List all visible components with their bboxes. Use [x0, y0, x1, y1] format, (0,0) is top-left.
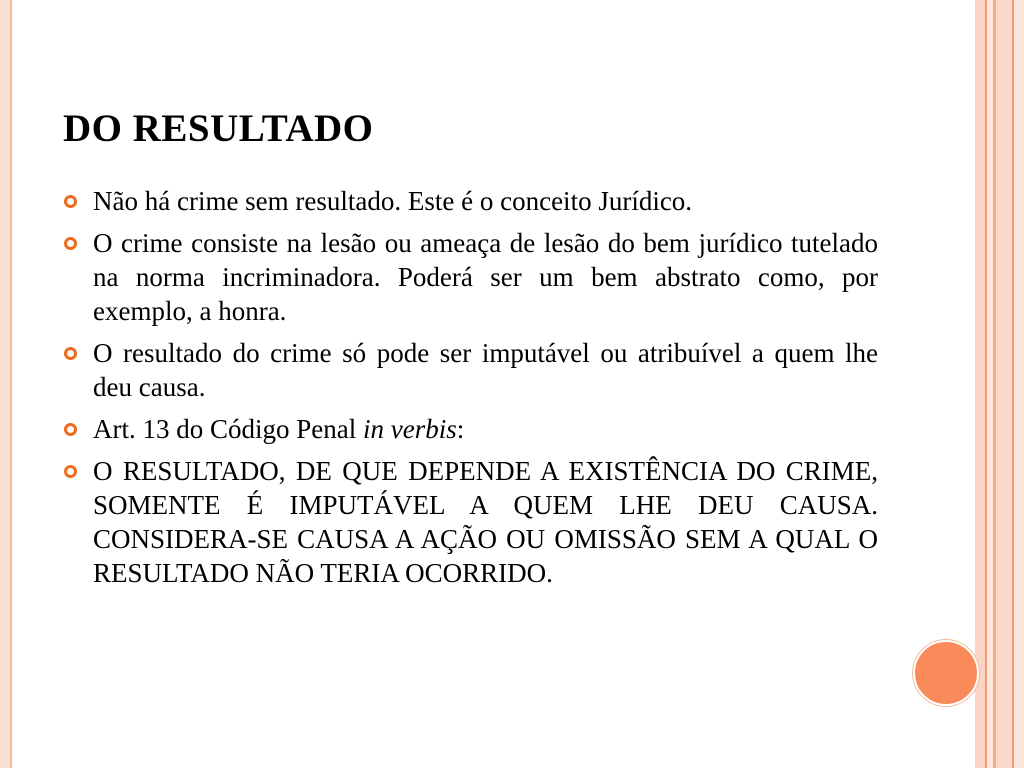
- list-item: [60, 336, 878, 404]
- bullet-text-suffix: :: [456, 414, 465, 444]
- list-item: [60, 454, 878, 590]
- list-item: [60, 412, 878, 446]
- ring-bullet-icon: [64, 347, 77, 360]
- right-stripe: [975, 0, 985, 768]
- bullet-text: O crime consiste na lesão ou ameaça de lesão do bem jurídico tutelado na norma incriminadora. Poderá ser um bem abstrato como, por exemplo, a honra.: [93, 228, 878, 326]
- bullet-text: O resultado do crime só pode ser imputável ou atribuível a quem lhe deu causa.: [93, 338, 878, 402]
- slide-title: DO RESULTADO: [63, 107, 374, 150]
- bullet-text-italic: in verbis: [363, 414, 457, 444]
- list-item: [60, 226, 878, 328]
- ring-bullet-icon: [64, 423, 77, 436]
- bullet-text-prefix: Art. 13 do Código Penal: [93, 414, 363, 444]
- list-item: [60, 184, 878, 218]
- ring-bullet-icon: [64, 195, 77, 208]
- circle-decoration: [913, 640, 979, 706]
- right-stripe: [1014, 0, 1024, 768]
- ring-bullet-icon: [64, 465, 77, 478]
- bullet-list: [60, 184, 878, 598]
- bullet-text: Não há crime sem resultado. Este é o conceito Jurídico.: [93, 186, 693, 216]
- left-border: [0, 0, 12, 768]
- right-stripe: [996, 0, 1012, 768]
- ring-bullet-icon: [64, 237, 77, 250]
- bullet-text: O RESULTADO, DE QUE DEPENDE A EXISTÊNCIA DO CRIME, SOMENTE É IMPUTÁVEL A QUEM LHE DEU CAUSA. CONSIDERA-SE CAUSA A AÇÃO OU OMISSÃO SEM A QUAL O RESULTADO NÃO TERIA OCORRIDO.: [93, 456, 878, 588]
